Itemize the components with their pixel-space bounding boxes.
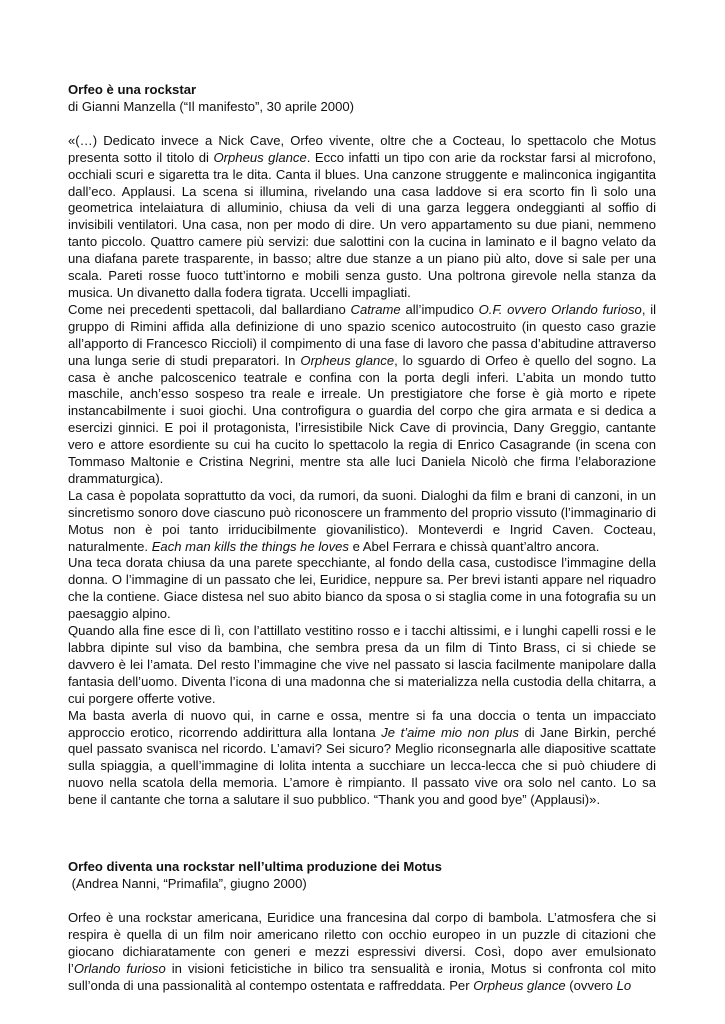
italic-text-run: O.F. ovvero Orlando furioso — [478, 301, 642, 317]
article-2-body — [68, 910, 656, 995]
italic-text-run: Catrame — [350, 301, 401, 317]
article-2-byline: (Andrea Nanni, “Primafila”, giugno 2000) — [68, 875, 307, 891]
italic-text-run: Orpheus glance — [300, 352, 395, 368]
paragraph — [68, 555, 656, 623]
text-run: La casa è popolata soprattutto da voci, da rumori, da suoni. Dialoghi da film e brani di canzoni, in un sincretismo sonoro dove ciascuno può riconoscere un frammento del proprio vissuto (l’immaginario di Motus non è poi tanto irriducibilmente giovanilistico). Monteverdi e Ingrid Caven. Cocteau, naturalmente. — [68, 487, 656, 554]
text-run: «(…) Dedicato invece a Nick Cave, Orfeo vivente, oltre che a Cocteau, lo spettacolo che Motus presenta sotto il titolo di — [68, 132, 656, 165]
text-run: in visioni feticistiche in bilico tra sensualità e ironia, Motus si confronta col mito sull’onda di una passionalità al contempo ostentata e raffreddata. Per — [68, 960, 656, 993]
article-1-byline: di Gianni Manzella (“Il manifesto”, 30 aprile 2000) — [68, 98, 355, 114]
paragraph — [68, 488, 656, 556]
italic-text-run: Orpheus glance — [473, 977, 566, 993]
text-run: Come nei precedenti spettacoli, dal ballardiano — [68, 301, 351, 317]
paragraph — [68, 623, 656, 708]
article-1-body — [68, 133, 656, 809]
text-run: all’impudico — [400, 301, 479, 317]
article-1-title: Orfeo è una rockstar — [68, 82, 197, 97]
article-1 — [68, 82, 656, 809]
text-run: , il gruppo di Rimini affida alla definizione di uno spazio scenico autocostruito (in questo caso grazie all’apporto di Francesco Riccioli) il compimento di una fase di lavoro che passa d’abitudine attraverso una lunga serie di studi preparatori. In — [68, 301, 657, 368]
paragraph — [68, 910, 656, 995]
paragraph — [68, 708, 656, 809]
italic-text-run: Je t’aime mio non plus — [381, 724, 519, 740]
paragraph — [68, 302, 656, 488]
italic-text-run: Orpheus glance — [213, 149, 307, 165]
paragraph — [68, 133, 656, 302]
text-run: , lo sguardo di Orfeo è quello del sogno. La casa è anche palcoscenico teatrale e confina con la porta degli inferi. L’abita un mondo tutto maschile, anch’esso sospeso tra reale e irreale. Un prestigiatore che forse è già morto e ripete instancabilmente i suoi giochi. Una controfigura o guardia del corpo che gira armata e si dedica a esercizi ginnici. E poi il protagonista, l’irresistibile Nick Cave di provincia, Dany Greggio, cantante vero e attore esordiente su cui ha cucito lo spettacolo la regia di Enrico Casagrande (in scena con Tommaso Maltonie e Cristina Negrini, mentre sta alle luci Daniela Nicolò che firma l’elaborazione drammaturgica). — [68, 352, 656, 486]
text-run: e Abel Ferrara e chissà quant’altro ancora. — [348, 538, 600, 554]
text-run: Una teca dorata chiusa da una parete specchiante, al fondo della casa, custodisce l’immagine della donna. O l’immagine di un passato che lei, Euridice, neppure sa. Per brevi istanti appare nel riquadro che la contiene. Giace distesa nel suo abito bianco da sposa o si staglia come in una fotografia su un paesaggio alpino. — [68, 555, 656, 622]
text-run: Ma basta averla di nuovo qui, in carne e ossa, mentre si fa una doccia o tenta un impacciato approccio erotico, ricorrendo addirittura alla lontana — [68, 707, 656, 740]
document-page — [68, 82, 656, 994]
text-run: Quando alla fine esce di lì, con l’attillato vestitino rosso e i tacchi altissimi, e i lunghi capelli rossi e le labbra dipinte sul viso da bambina, che sembra presa da un film di Tinto Brass, ci si chiede se davvero è lei l’amata. Del resto l’immagine che vive nel passato si lascia facilmente manipolare dalla fantasia dell’uomo. Diventa l’icona di una madonna che si materializza nella custodia della chitarra, a cui porgere offerte votive. — [68, 623, 656, 706]
article-2 — [68, 859, 656, 994]
italic-text-run: Each man kills the things he loves — [151, 538, 349, 554]
text-run: (ovvero — [565, 977, 617, 993]
text-run: . Ecco infatti un tipo con arie da rockstar farsi al microfono, occhiali scuri e sigaretta tra le dita. Canta il blues. Una canzone struggente e malinconica ingigantita dall’eco. Applausi. La scena si illumina, rivelando una casa laddove si era scorto fin lì solo una geometrica intelaiatura di alluminio, chiusa da veli di una garza leggera ondeggianti al soffio di invisibili ventilatori. Una casa, non per modo di dire. Un vero appartamento su due piani, nemmeno tanto piccolo. Quattro camere più servizi: due salottini con la cucina in laminato e il bagno velato da una diafana parete trasparente, in basso; altre due stanze a un piano più alto, dove si sale per una scala. Pareti rosse fuoco tutt’intorno e mobili senza gusto. Una poltrona girevole nella stanza da musica. Un divanetto dalla fodera tigrata. Uccelli impagliati. — [68, 149, 656, 300]
italic-text-run: Lo — [616, 977, 632, 993]
italic-text-run: Orlando furioso — [73, 960, 166, 976]
text-run: di Jane Birkin, perché quel passato svanisca nel ricordo. L’amavi? Sei sicuro? Meglio riconsegnarla alle diapositive scattate sulla spiaggia, a quell’immagine di lolita intenta a succhiare un lecca-lecca che si può chiudere di nuovo nella scatola della memoria. L’amore è rimpianto. Il passato vive ora solo nel canto. Lo sa bene il cantante che torna a salutare il suo pubblico. “Thank you and good bye” (Applausi)». — [68, 724, 656, 808]
article-2-title: Orfeo diventa una rockstar nell’ultima produzione dei Motus — [68, 859, 442, 875]
text-run: Orfeo è una rockstar americana, Euridice una francesina dal corpo di bambola. L’atmosfera che si respira è quella di un film noir americano riletto con occhio europeo in un puzzle di citazioni che giocano dichiaratamente con generi e mezzi espressivi diversi. Così, dopo aver emulsionato l’ — [68, 909, 656, 976]
